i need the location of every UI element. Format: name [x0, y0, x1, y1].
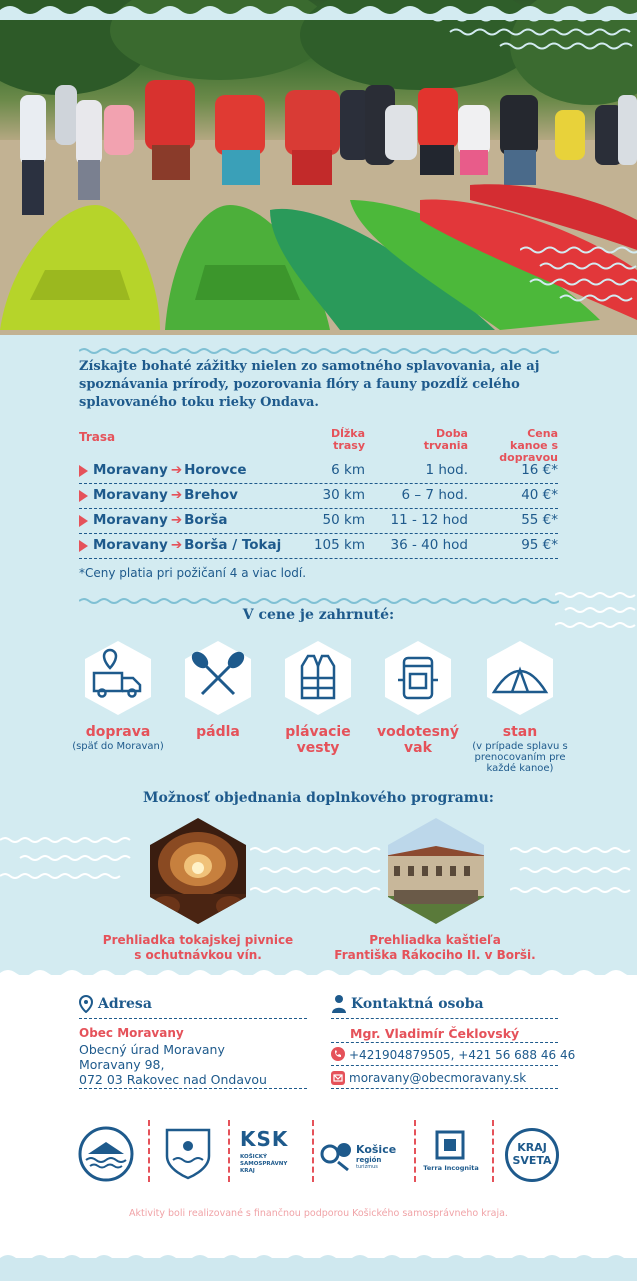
included-sub: (v prípade splavu s prenocovaním pre každé kanoe) — [472, 741, 568, 774]
included-label: stan — [502, 724, 538, 740]
wave-decoration — [420, 8, 637, 68]
route-length: 30 km — [322, 487, 365, 503]
paddles-icon — [180, 640, 256, 716]
kosice-logo-sub: región — [356, 1156, 382, 1164]
triangle-icon — [79, 515, 88, 527]
intro-text: Získajte bohaté zážitky nielen zo samotného splavovania, ale aj spoznávania prírody, pozorovania flóry a fauny pozdĺž celého splavovaného toku rieky Ondava. — [79, 359, 540, 410]
hero-photo — [0, 0, 637, 335]
email-icon — [331, 1071, 345, 1085]
credit-text: Aktivity boli realizované s finančnou podporou Košického samosprávneho kraja. — [129, 1208, 508, 1219]
route-duration: 11 - 12 hod — [390, 512, 468, 528]
address-name: Obec Moravany — [79, 1026, 184, 1040]
wave-decoration — [520, 240, 637, 320]
wave-decoration — [555, 585, 637, 645]
route-duration: 1 hod. — [425, 462, 468, 478]
program-label-line: Prehliadka kaštieľa — [369, 933, 501, 947]
kosice-logo-sub: turizmus — [356, 1164, 378, 1170]
route-from: Moravany — [93, 487, 168, 503]
divider-line — [331, 1018, 558, 1019]
route-from: Moravany — [93, 462, 168, 478]
route-price: 16 €* — [521, 462, 558, 478]
logo-divider — [492, 1120, 494, 1182]
program-label-line: Prehliadka tokajskej pivnice — [102, 933, 294, 947]
header-cena: Cena kanoe s dopravou — [499, 427, 558, 464]
divider-line — [331, 1088, 558, 1089]
wave-decoration — [250, 840, 385, 910]
program-title: Možnosť objednania doplnkového programu: — [143, 790, 494, 806]
phone-icon — [331, 1047, 345, 1061]
route-length: 105 km — [313, 537, 365, 553]
kraj-sveta-text: KRAJ — [517, 1141, 547, 1154]
life-vest-icon — [280, 640, 356, 716]
divider-line — [331, 1042, 558, 1043]
truck-location-icon — [80, 640, 156, 716]
header-trasa: Trasa — [79, 430, 116, 444]
dry-bag-icon — [380, 640, 456, 716]
table-row — [79, 512, 558, 534]
ksk-logo-sub: SAMOSPRÁVNY — [240, 1161, 288, 1167]
kosice-logo-text: Košice — [356, 1143, 397, 1156]
route-to: Borša / Tokaj — [184, 537, 282, 553]
divider-line — [79, 1088, 307, 1089]
logo-divider — [312, 1120, 314, 1182]
route-to: Borša — [184, 512, 228, 528]
ksk-logo-text: KSK — [240, 1127, 289, 1151]
manor-house-photo — [384, 816, 488, 926]
included-label: plávacie vesty — [285, 724, 351, 756]
table-row — [79, 462, 558, 484]
triangle-icon — [79, 540, 88, 552]
address-line: 072 03 Rakovec nad Ondavou — [79, 1072, 267, 1087]
header-doba: Doba trvania — [423, 427, 468, 452]
route-price: 40 €* — [521, 487, 558, 503]
route-price: 55 €* — [521, 512, 558, 528]
address-line: Moravany 98, — [79, 1057, 165, 1072]
wave-decoration — [0, 830, 140, 910]
table-row — [79, 537, 558, 559]
address-title: Adresa — [98, 996, 152, 1012]
kosice-region-logo-mark — [320, 1138, 354, 1172]
arrow-right-icon: ➔ — [170, 487, 183, 503]
program-label — [83, 933, 313, 963]
included-sub: (späť do Moravan) — [72, 741, 164, 752]
wine-cellar-photo — [146, 816, 250, 926]
location-pin-icon — [79, 995, 93, 1013]
header-dlzka: Dĺžka trasy — [330, 427, 365, 452]
logo-divider — [414, 1120, 416, 1182]
wave-divider — [79, 597, 559, 605]
ksk-logo-sub: KOŠICKÝ — [240, 1154, 267, 1160]
terra-incognita-logo-mark — [433, 1128, 467, 1162]
route-length: 50 km — [322, 512, 365, 528]
kraj-sveta-logo — [505, 1128, 559, 1182]
route-from: Moravany — [93, 512, 168, 528]
wave-decoration — [510, 840, 637, 910]
table-row — [79, 487, 558, 509]
program-label-line: Františka Rákociho II. v Borši. — [334, 948, 536, 962]
triangle-icon — [79, 490, 88, 502]
arrow-right-icon: ➔ — [170, 537, 183, 553]
included-label: vodotesný vak — [377, 724, 459, 756]
program-label — [320, 933, 550, 963]
route-to: Horovce — [184, 462, 247, 478]
included-title: V cene je zahrnuté: — [242, 607, 395, 623]
ksk-logo — [240, 1128, 302, 1175]
route-duration: 6 – 7 hod. — [401, 487, 468, 503]
bottom-band — [0, 1258, 637, 1281]
kraj-sveta-text: SVETA — [512, 1154, 552, 1167]
terra-incognita-logo: Terra Incognita — [423, 1164, 479, 1172]
route-duration: 36 - 40 hod — [390, 537, 468, 553]
wave-divider — [79, 347, 559, 355]
contact-title: Kontaktná osoba — [351, 996, 484, 1012]
program-label-line: s ochutnávkou vín. — [134, 948, 262, 962]
ksk-logo-sub: KRAJ — [240, 1168, 255, 1174]
route-price: 95 €* — [521, 537, 558, 553]
triangle-icon — [79, 465, 88, 477]
address-line: Obecný úrad Moravany — [79, 1042, 225, 1057]
kosice-region-logo — [356, 1144, 406, 1170]
moravany-crest-logo — [78, 1126, 134, 1182]
logo-divider — [228, 1120, 230, 1182]
included-label: doprava — [85, 724, 151, 740]
contact-phone[interactable]: +421904879505, +421 56 688 46 46 — [349, 1048, 576, 1062]
divider-line — [79, 1018, 307, 1019]
person-icon — [331, 994, 347, 1014]
logo-divider — [148, 1120, 150, 1182]
price-note: *Ceny platia pri požičaní 4 a viac lodí. — [79, 566, 307, 580]
coat-of-arms-logo — [163, 1126, 213, 1182]
contact-email[interactable]: moravany@obecmoravany.sk — [349, 1071, 527, 1085]
route-from: Moravany — [93, 537, 168, 553]
route-to: Brehov — [184, 487, 238, 503]
arrow-right-icon: ➔ — [170, 462, 183, 478]
contact-name: Mgr. Vladimír Čeklovský — [350, 1026, 520, 1041]
route-length: 6 km — [331, 462, 365, 478]
included-label: pádla — [196, 724, 240, 740]
tent-icon — [482, 640, 558, 716]
arrow-right-icon: ➔ — [170, 512, 183, 528]
divider-line — [331, 1065, 558, 1066]
